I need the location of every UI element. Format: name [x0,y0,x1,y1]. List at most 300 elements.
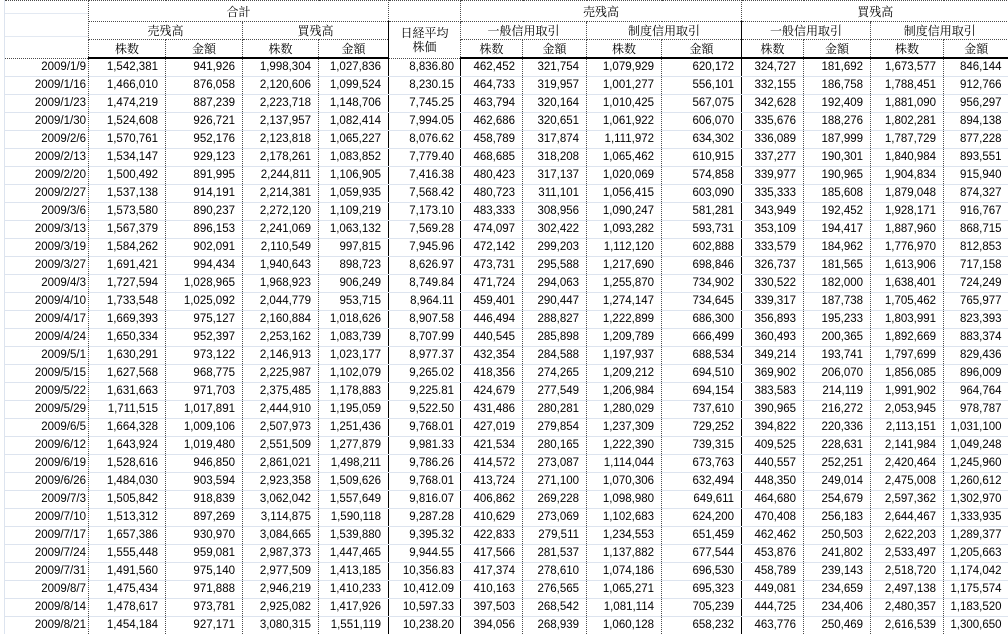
value-cell: 330,522 [742,275,804,293]
value-cell: 2,622,203 [871,527,944,545]
value-cell: 1,650,334 [89,329,166,347]
value-cell: 896,153 [166,221,243,239]
value-cell: 897,269 [166,509,243,527]
value-cell: 320,164 [523,95,587,113]
value-cell: 239,143 [804,563,871,581]
table-row [5,455,1008,473]
value-cell: 285,898 [523,329,587,347]
value-cell: 1,209,212 [587,365,662,383]
date-cell: 2009/2/13 [5,149,89,167]
value-cell: 2,946,219 [243,581,319,599]
value-cell: 1,280,029 [587,401,662,419]
table-row [5,167,1008,185]
date-cell: 2009/1/23 [5,95,89,113]
value-cell: 241,802 [804,545,871,563]
value-cell: 952,397 [166,329,243,347]
value-cell: 228,631 [804,437,871,455]
date-cell: 2009/1/30 [5,113,89,131]
value-cell: 390,965 [742,401,804,419]
value-cell: 1,277,879 [319,437,389,455]
value-cell: 2,925,082 [243,599,319,617]
value-cell: 868,715 [944,221,1008,239]
nikkei-value-cell: 7,745.25 [389,95,461,113]
value-cell: 1,417,926 [319,599,389,617]
table-row [5,545,1008,563]
table-row [5,437,1008,455]
value-cell: 256,183 [804,509,871,527]
value-cell: 311,101 [523,185,587,203]
value-cell: 1,079,929 [587,58,662,77]
value-cell: 319,957 [523,77,587,95]
value-cell: 279,511 [523,527,587,545]
value-cell: 698,846 [662,257,742,275]
nikkei-value-cell: 10,412.09 [389,581,461,599]
value-cell: 2,137,957 [243,113,319,131]
value-cell: 1,669,393 [89,311,166,329]
value-cell: 812,853 [944,239,1008,257]
value-cell: 1,498,211 [319,455,389,473]
date-cell: 2009/2/20 [5,167,89,185]
value-cell: 353,109 [742,221,804,239]
value-cell: 1,705,462 [871,293,944,311]
value-cell: 1,484,030 [89,473,166,491]
table-row [5,581,1008,599]
value-cell: 1,478,617 [89,599,166,617]
header-nikkei-average [389,22,461,59]
value-cell: 192,409 [804,95,871,113]
header-buy-general-margin: 一般信用取引 [742,22,871,40]
table-row [5,563,1008,581]
table-row [5,293,1008,311]
nikkei-value-cell: 7,568.42 [389,185,461,203]
value-cell: 1,584,262 [89,239,166,257]
value-cell: 250,503 [804,527,871,545]
value-cell: 317,137 [523,167,587,185]
nikkei-value-cell: 7,569.28 [389,221,461,239]
value-cell: 1,206,984 [587,383,662,401]
value-cell: 1,028,965 [166,275,243,293]
value-cell: 413,724 [461,473,523,491]
header-shares: 株数 [89,40,166,59]
value-cell: 220,336 [804,419,871,437]
date-cell: 2009/7/31 [5,563,89,581]
value-cell: 336,089 [742,131,804,149]
value-cell: 717,158 [944,257,1008,275]
value-cell: 651,459 [662,527,742,545]
value-cell: 1,020,069 [587,167,662,185]
date-column-header [5,1,89,59]
value-cell: 1,537,138 [89,185,166,203]
value-cell: 1,217,690 [587,257,662,275]
value-cell: 1,063,132 [319,221,389,239]
header-amount: 金額 [944,40,1008,59]
value-cell: 1,542,381 [89,58,166,77]
value-cell: 333,579 [742,239,804,257]
value-cell: 1,613,906 [871,257,944,275]
nikkei-value-cell: 7,173.10 [389,203,461,221]
value-cell: 406,862 [461,491,523,509]
date-cell: 2009/5/1 [5,347,89,365]
value-cell: 326,737 [742,257,804,275]
value-cell: 2,977,509 [243,563,319,581]
value-cell: 187,999 [804,131,871,149]
value-cell: 254,679 [804,491,871,509]
value-cell: 1,555,448 [89,545,166,563]
value-cell: 2,533,497 [871,545,944,563]
value-cell: 421,534 [461,437,523,455]
value-cell: 414,572 [461,455,523,473]
value-cell: 1,274,147 [587,293,662,311]
value-cell: 705,239 [662,599,742,617]
value-cell: 2,044,779 [243,293,319,311]
table-row [5,77,1008,95]
value-cell: 1,065,462 [587,149,662,167]
value-cell: 1,551,119 [319,617,389,634]
value-cell: 997,815 [319,239,389,257]
value-cell: 1,630,291 [89,347,166,365]
value-cell: 216,272 [804,401,871,419]
header-amount: 金額 [662,40,742,59]
value-cell: 280,165 [523,437,587,455]
value-cell: 975,127 [166,311,243,329]
value-cell: 926,721 [166,113,243,131]
value-cell: 268,939 [523,617,587,634]
table-row [5,383,1008,401]
value-cell: 724,249 [944,275,1008,293]
value-cell: 369,902 [742,365,804,383]
table-row [5,185,1008,203]
nikkei-value-cell: 10,238.20 [389,617,461,634]
value-cell: 1,491,560 [89,563,166,581]
value-cell: 463,776 [742,617,804,634]
value-cell: 883,374 [944,329,1008,347]
value-cell: 192,452 [804,203,871,221]
value-cell: 269,228 [523,491,587,509]
date-cell: 2009/6/26 [5,473,89,491]
value-cell: 581,281 [662,203,742,221]
value-cell: 1,019,480 [166,437,243,455]
value-cell: 1,557,649 [319,491,389,509]
nikkei-value-cell: 9,225.81 [389,383,461,401]
date-cell: 2009/4/24 [5,329,89,347]
value-cell: 918,839 [166,491,243,509]
value-cell: 1,691,421 [89,257,166,275]
value-cell: 971,888 [166,581,243,599]
value-cell: 953,715 [319,293,389,311]
value-cell: 184,962 [804,239,871,257]
value-cell: 302,422 [523,221,587,239]
nikkei-value-cell: 8,836.80 [389,58,461,77]
nikkei-value-cell: 10,597.33 [389,599,461,617]
value-cell: 912,766 [944,77,1008,95]
value-cell: 1,098,980 [587,491,662,509]
header-total-sell: 売残高 [89,22,243,40]
value-cell: 182,000 [804,275,871,293]
nikkei-value-cell: 10,356.83 [389,563,461,581]
value-cell: 1,776,970 [871,239,944,257]
value-cell: 2,597,362 [871,491,944,509]
header-amount: 金額 [804,40,871,59]
nikkei-value-cell: 9,981.33 [389,437,461,455]
value-cell: 1,802,281 [871,113,944,131]
value-cell: 463,794 [461,95,523,113]
value-cell: 273,069 [523,509,587,527]
value-cell: 337,277 [742,149,804,167]
nikkei-value-cell: 8,964.11 [389,293,461,311]
value-cell: 444,725 [742,599,804,617]
value-cell: 181,565 [804,257,871,275]
value-cell: 1,234,553 [587,527,662,545]
value-cell: 290,447 [523,293,587,311]
value-cell: 3,114,875 [243,509,319,527]
value-cell: 440,545 [461,329,523,347]
table-row [5,347,1008,365]
value-cell: 1,643,924 [89,437,166,455]
date-cell: 2009/3/13 [5,221,89,239]
value-cell: 187,738 [804,293,871,311]
value-cell: 877,228 [944,131,1008,149]
value-cell: 823,393 [944,311,1008,329]
value-cell: 1,968,923 [243,275,319,293]
nikkei-value-cell: 9,265.02 [389,365,461,383]
value-cell: 2,987,373 [243,545,319,563]
date-cell: 2009/1/9 [5,58,89,77]
value-cell: 1,892,669 [871,329,944,347]
value-cell: 462,452 [461,58,523,77]
value-cell: 2,644,467 [871,509,944,527]
date-cell: 2009/5/22 [5,383,89,401]
value-cell: 632,494 [662,473,742,491]
value-cell: 410,629 [461,509,523,527]
value-cell: 903,594 [166,473,243,491]
value-cell: 959,081 [166,545,243,563]
value-cell: 1,099,524 [319,77,389,95]
table-row [5,203,1008,221]
value-cell: 2,244,811 [243,167,319,185]
date-cell: 2009/4/3 [5,275,89,293]
value-cell: 2,616,539 [871,617,944,634]
value-cell: 964,764 [944,383,1008,401]
nikkei-value-cell: 9,816.07 [389,491,461,509]
value-cell: 893,551 [944,149,1008,167]
value-cell: 1,114,044 [587,455,662,473]
value-cell: 1,260,612 [944,473,1008,491]
value-cell: 1,174,042 [944,563,1008,581]
value-cell: 462,462 [742,527,804,545]
value-cell: 729,252 [662,419,742,437]
value-cell: 1,251,436 [319,419,389,437]
value-cell: 1,998,304 [243,58,319,77]
value-cell: 1,102,683 [587,509,662,527]
value-cell: 449,081 [742,581,804,599]
value-cell: 1,245,960 [944,455,1008,473]
value-cell: 458,789 [461,131,523,149]
value-cell: 276,565 [523,581,587,599]
value-cell: 1,197,937 [587,347,662,365]
value-cell: 383,583 [742,383,804,401]
value-cell: 271,100 [523,473,587,491]
date-cell: 2009/8/21 [5,617,89,634]
value-cell: 1,788,451 [871,77,944,95]
value-cell: 1,454,184 [89,617,166,634]
value-cell: 252,251 [804,455,871,473]
value-cell: 249,014 [804,473,871,491]
value-cell: 1,474,219 [89,95,166,113]
value-cell: 2,160,884 [243,311,319,329]
value-cell: 1,410,233 [319,581,389,599]
value-cell: 294,063 [523,275,587,293]
value-cell: 688,534 [662,347,742,365]
date-cell: 2009/7/24 [5,545,89,563]
value-cell: 1,928,171 [871,203,944,221]
value-cell: 409,525 [742,437,804,455]
value-cell: 1,733,548 [89,293,166,311]
value-cell: 620,172 [662,58,742,77]
value-cell: 556,101 [662,77,742,95]
value-cell: 1,505,842 [89,491,166,509]
value-cell: 410,163 [461,581,523,599]
date-cell: 2009/7/17 [5,527,89,545]
value-cell: 1,060,128 [587,617,662,634]
value-cell: 308,956 [523,203,587,221]
value-cell: 2,146,913 [243,347,319,365]
value-cell: 3,062,042 [243,491,319,509]
value-cell: 288,827 [523,311,587,329]
date-cell: 2009/5/15 [5,365,89,383]
date-cell: 2009/6/19 [5,455,89,473]
value-cell: 1,570,761 [89,131,166,149]
header-total-buy: 買残高 [243,22,389,40]
value-cell: 417,566 [461,545,523,563]
value-cell: 190,301 [804,149,871,167]
value-cell: 1,178,883 [319,383,389,401]
nikkei-value-cell: 9,768.01 [389,419,461,437]
value-cell: 1,195,059 [319,401,389,419]
value-cell: 273,087 [523,455,587,473]
value-cell: 846,144 [944,58,1008,77]
nikkei-value-cell: 8,977.37 [389,347,461,365]
date-cell: 2009/3/6 [5,203,89,221]
value-cell: 914,191 [166,185,243,203]
value-cell: 606,070 [662,113,742,131]
value-cell: 1,466,010 [89,77,166,95]
value-cell: 1,856,085 [871,365,944,383]
value-cell: 894,138 [944,113,1008,131]
value-cell: 193,741 [804,347,871,365]
value-cell: 1,001,277 [587,77,662,95]
table-body [5,58,1008,634]
value-cell: 929,123 [166,149,243,167]
value-cell: 453,876 [742,545,804,563]
header-amount: 金額 [523,40,587,59]
value-cell: 978,787 [944,401,1008,419]
value-cell: 2,497,138 [871,581,944,599]
value-cell: 1,879,048 [871,185,944,203]
nikkei-value-cell: 8,626.97 [389,257,461,275]
value-cell: 695,323 [662,581,742,599]
value-cell: 896,009 [944,365,1008,383]
value-cell: 464,733 [461,77,523,95]
value-cell: 1,631,663 [89,383,166,401]
value-cell: 694,154 [662,383,742,401]
value-cell: 634,302 [662,131,742,149]
header-sell-general-margin: 一般信用取引 [461,22,587,40]
value-cell: 332,155 [742,77,804,95]
margin-balance-table [4,0,1008,634]
value-cell: 1,940,643 [243,257,319,275]
table-row [5,221,1008,239]
value-cell: 1,074,186 [587,563,662,581]
value-cell: 2,141,984 [871,437,944,455]
value-cell: 277,549 [523,383,587,401]
date-cell: 2009/6/12 [5,437,89,455]
value-cell: 2,223,718 [243,95,319,113]
date-cell: 2009/3/19 [5,239,89,257]
value-cell: 185,608 [804,185,871,203]
value-cell: 1,018,626 [319,311,389,329]
value-cell: 1,539,880 [319,527,389,545]
nikkei-value-cell: 7,994.05 [389,113,461,131]
value-cell: 874,327 [944,185,1008,203]
value-cell: 1,025,092 [166,293,243,311]
value-cell: 624,200 [662,509,742,527]
table-row [5,149,1008,167]
value-cell: 2,053,945 [871,401,944,419]
value-cell: 1,137,882 [587,545,662,563]
value-cell: 2,253,162 [243,329,319,347]
table-row [5,401,1008,419]
value-cell: 318,208 [523,149,587,167]
value-cell: 2,551,509 [243,437,319,455]
value-cell: 1,070,306 [587,473,662,491]
nikkei-value-cell: 9,944.55 [389,545,461,563]
value-cell: 1,302,970 [944,491,1008,509]
value-cell: 295,588 [523,257,587,275]
header-sell-standard-margin: 制度信用取引 [587,22,742,40]
value-cell: 1,209,789 [587,329,662,347]
table-header [5,1,1008,59]
value-cell: 1,109,219 [319,203,389,221]
value-cell: 422,833 [461,527,523,545]
nikkei-value-cell: 8,230.15 [389,77,461,95]
value-cell: 200,365 [804,329,871,347]
value-cell: 734,902 [662,275,742,293]
value-cell: 1,222,899 [587,311,662,329]
table-row [5,95,1008,113]
value-cell: 394,056 [461,617,523,634]
value-cell: 432,354 [461,347,523,365]
value-cell: 1,205,663 [944,545,1008,563]
value-cell: 335,333 [742,185,804,203]
value-cell: 1,711,515 [89,401,166,419]
value-cell: 1,534,147 [89,149,166,167]
value-cell: 320,651 [523,113,587,131]
value-cell: 1,010,425 [587,95,662,113]
header-group-sell-balance: 売残高 [461,1,742,22]
table-row [5,131,1008,149]
value-cell: 473,731 [461,257,523,275]
value-cell: 1,017,891 [166,401,243,419]
header-shares: 株数 [243,40,319,59]
value-cell: 206,070 [804,365,871,383]
date-cell: 2009/5/29 [5,401,89,419]
date-cell: 2009/4/17 [5,311,89,329]
value-cell: 1,803,991 [871,311,944,329]
nikkei-value-cell: 7,779.40 [389,149,461,167]
value-cell: 1,627,568 [89,365,166,383]
nikkei-value-cell: 8,907.58 [389,311,461,329]
value-cell: 941,926 [166,58,243,77]
